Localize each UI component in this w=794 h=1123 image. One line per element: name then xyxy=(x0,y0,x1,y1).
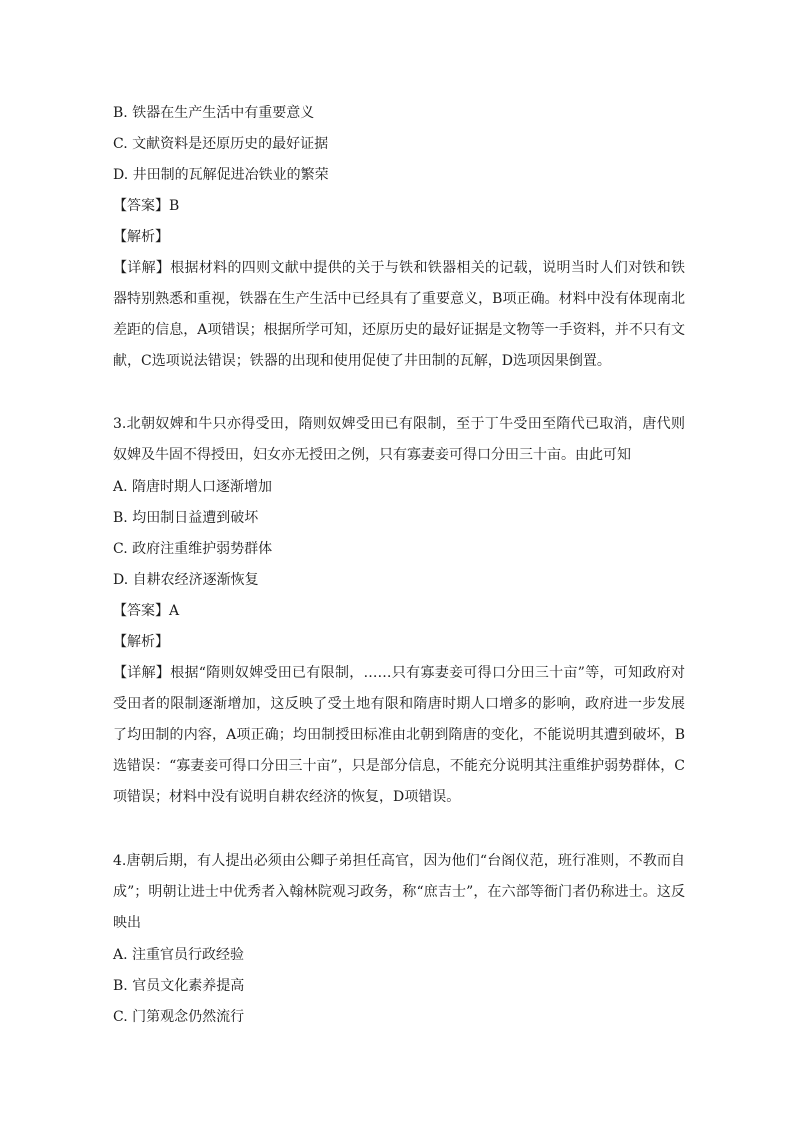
q4-option-b: B. 官员文化素养提高 xyxy=(113,978,245,994)
q3-stem: 3.北朝奴婢和牛只亦得受田，隋则奴婢受田已有限制，至于丁牛受田至隋代已取消，唐代则奴婢及牛固不得授田，妇女亦无授田之例，只有寡妻妾可得口分田三十亩。由此可知 xyxy=(113,416,685,463)
q3-option-c: C. 政府注重维护弱势群体 xyxy=(113,541,273,557)
q4-option-a: A. 注重官员行政经验 xyxy=(113,947,245,963)
q4-stem: 4.唐朝后期，有人提出必须由公卿子弟担任高官，因为他们“台阁仪范，班行准则，不教而自成”；明朝让进士中优秀者入翰林院观习政务，称“庶吉士”，在六部等衙门者仍称进士。这反映出 xyxy=(113,853,685,931)
q2-detail: 【详解】根据材料的四则文献中提供的关于与铁和铁器相关的记载，说明当时人们对铁和铁器特别熟悉和重视，铁器在生产生活中已经具有了重要意义，B项正确。材料中没有体现南北差距的信息，A项错误；根据所学可知，还原历史的最好证据是文物等一手资料，并不只有文献，C选项说法错误；铁器的出现和使用促使了井田制的瓦解，D选项因果倒置。 xyxy=(113,260,685,369)
q2-answer: 【答案】B xyxy=(113,198,180,214)
q2-option-b: B. 铁器在生产生活中有重要意义 xyxy=(113,105,315,121)
q3-answer: 【答案】A xyxy=(113,603,180,619)
q3-detail: 【详解】根据“隋则奴婢受田已有限制，……只有寡妻妾可得口分田三十亩”等，可知政府对受田者的限制逐渐增加，这反映了受土地有限和隋唐时期人口增多的影响，政府进一步发展了均田制的内容，A项正确；均田制授田标准由北朝到隋唐的变化，不能说明其遭到破坏，B选错误：“寡妻妾可得口分田三十亩”，只是部分信息，不能充分说明其注重维护弱势群体，C项错误；材料中没有说明自耕农经济的恢复，D项错误。 xyxy=(113,665,685,805)
q3-option-d: D. 自耕农经济逐渐恢复 xyxy=(113,572,259,588)
q3-analysis-label: 【解析】 xyxy=(113,634,169,650)
q2-analysis-label: 【解析】 xyxy=(113,229,169,245)
q2-option-c: C. 文献资料是还原历史的最好证据 xyxy=(113,136,329,152)
q2-option-d: D. 井田制的瓦解促进冶铁业的繁荣 xyxy=(113,167,329,183)
q3-option-a: A. 隋唐时期人口逐渐增加 xyxy=(113,479,273,495)
q4-option-c: C. 门第观念仍然流行 xyxy=(113,1009,245,1025)
q3-option-b: B. 均田制日益遭到破坏 xyxy=(113,510,259,526)
